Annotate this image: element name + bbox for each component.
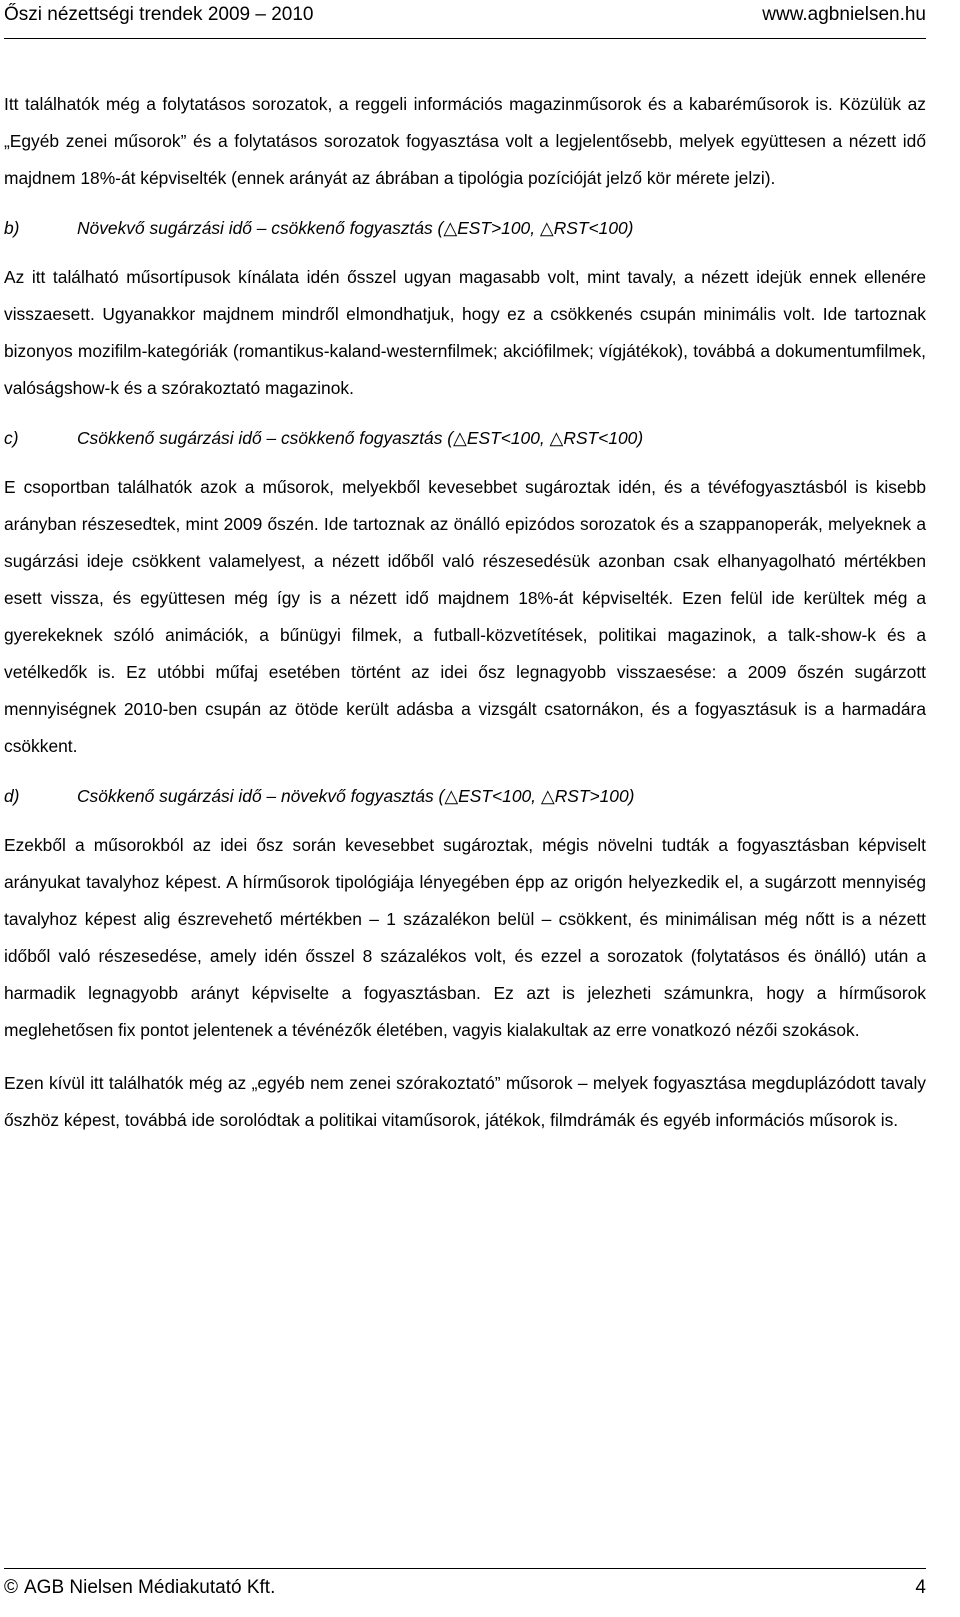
section-b-paragraph: Az itt található műsortípusok kínálata idén ősszel ugyan magasabb volt, mint tavaly, a nézett idejük ennek ellenére visszaesett. Ugyanakkor majdnem mindről elmondhatjuk, hogy ez a csökkenés csupán minimális volt. Ide tartoznak bizonyos mozifilm-kategóriák (romantikus-kaland-westernfilmek; akciófilmek; vígjátékok), továbbá a dokumentumfilmek, valóságshow-k és a szórakoztató magazinok. bbox=[4, 267, 926, 398]
document-body bbox=[4, 86, 926, 1155]
heading-est: EST<100, bbox=[466, 428, 550, 448]
heading-text: Csökkenő sugárzási idő – csökkenő fogyasztás ( bbox=[77, 428, 454, 448]
heading-est: EST<100, bbox=[458, 786, 541, 806]
intro-paragraph: Itt találhatók még a folytatásos sorozatok, a reggeli információs magazinműsorok és a kabaréműsorok is. Közülük az „Egyéb zenei műsorok” és a folytatásos sorozatok fogyasztása volt a legjelentősebb, melyek együttesen a nézett idő majdnem 18%-át képviselték (ennek arányát az ábrában a tipológia pozícióját jelző kör mérete jelzi). bbox=[4, 94, 926, 188]
delta-triangle-icon: △ bbox=[444, 786, 459, 806]
page-header bbox=[4, 2, 926, 39]
delta-triangle-icon: △ bbox=[549, 428, 564, 448]
copyright-icon: © bbox=[4, 1577, 18, 1598]
heading-est: EST>100, bbox=[457, 218, 540, 238]
header-title: Őszi nézettségi trendek 2009 – 2010 bbox=[4, 4, 314, 25]
heading-rst: RST<100) bbox=[553, 218, 634, 238]
page-footer bbox=[4, 1568, 926, 1599]
section-d-paragraph: Ezekből a műsorokból az idei ősz során kevesebbet sugároztak, mégis növelni tudták a fogyasztásban képviselt arányukat tavalyhoz képest. A hírműsorok tipológiája lényegében épp az origón helyezkedik el, a sugárzott mennyiség tavalyhoz képest alig észrevehető mértékben – 1 százalékon belül – csökkent, és minimálisan még nőtt is a nézett időből való részesedése, amely idén ősszel 8 százalékos volt, és ezzel a sorozatok (folytatásos és önálló) után a harmadik legnagyobb arányt képviselte a fogyasztásban. Ez azt is jelezheti számunkra, hogy a hírműsorok meglehetősen fix pontot jelentenek a tévénézők életében, vagyis kialakultak az erre vonatkozó nézői szokások. bbox=[4, 835, 926, 1040]
section-heading-d bbox=[4, 781, 926, 811]
heading-text: Növekvő sugárzási idő – csökkenő fogyasztás ( bbox=[77, 218, 444, 238]
section-letter: b) bbox=[4, 218, 20, 238]
heading-text: Csökkenő sugárzási idő – növekvő fogyasztás ( bbox=[77, 786, 445, 806]
delta-triangle-icon: △ bbox=[453, 428, 467, 448]
section-letter: d) bbox=[4, 786, 20, 806]
heading-rst: RST>100) bbox=[554, 786, 635, 806]
heading-rst: RST<100) bbox=[563, 428, 644, 448]
delta-triangle-icon: △ bbox=[443, 218, 458, 238]
section-c-paragraph: E csoportban találhatók azok a műsorok, melyekből kevesebbet sugároztak idén, és a tévéfogyasztásból is kisebb arányban részesedtek, mint 2009 őszén. Ide tartoznak az önálló epizódos sorozatok és a szappanoperák, melyeknek a sugárzási ideje csökkent valamelyest, a nézett időből való részesedésük azonban csak elhanyagolható mértékben esett vissza, és együttesen még így is a nézett idő majdnem 18%-át képviselték. Ezen felül ide kerültek még a gyerekeknek szóló animációk, a bűnügyi filmek, a futball-közvetítések, politikai magazinok, a talk-show-k és a vetélkedők is. Ez utóbbi műfaj esetében történt az idei ősz legnagyobb visszaesése: a 2009 őszén sugárzott mennyiségnek 2010-ben csupán az ötöde került adásba a vizsgált csatornákon, és a fogyasztásuk is a harmadára csökkent. bbox=[4, 477, 926, 756]
delta-triangle-icon: △ bbox=[539, 218, 554, 238]
delta-triangle-icon: △ bbox=[540, 786, 555, 806]
section-heading-c bbox=[4, 423, 926, 453]
footer-copyright bbox=[4, 1577, 275, 1599]
page-number: 4 bbox=[915, 1577, 926, 1598]
header-website: www.agbnielsen.hu bbox=[762, 4, 926, 25]
section-letter: c) bbox=[4, 428, 19, 448]
section-d-paragraph-2: Ezen kívül itt találhatók még az „egyéb nem zenei szórakoztató” műsorok – melyek fogyasztása megduplázódott tavaly őszhöz képest, továbbá ide sorolódtak a politikai vitaműsorok, játékok, filmdrámák és egyéb információs műsorok is. bbox=[4, 1073, 926, 1130]
section-heading-b bbox=[4, 213, 926, 243]
footer-company: AGB Nielsen Médiakutató Kft. bbox=[24, 1577, 276, 1598]
